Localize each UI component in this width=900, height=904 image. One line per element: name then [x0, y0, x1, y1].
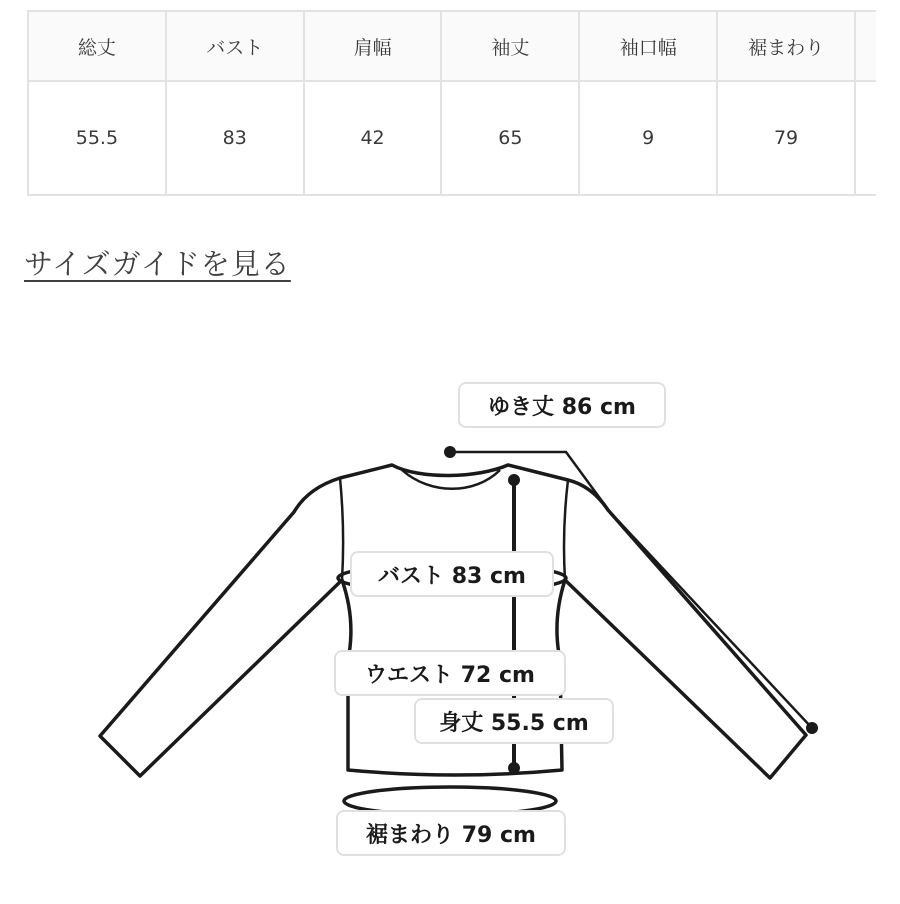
header-total-length: 総丈: [28, 11, 166, 81]
value-cuff-width: 9: [579, 81, 717, 195]
yuki-end-dot: [806, 722, 818, 734]
value-bust: 83: [166, 81, 304, 195]
waist-label: ウエスト 72 cm: [334, 650, 566, 696]
length-bottom-dot: [508, 762, 520, 774]
yuki-start-dot: [444, 446, 456, 458]
value-total-length: 55.5: [28, 81, 166, 195]
value-hem-circumference: 79: [717, 81, 855, 195]
value-shoulder-width: 42: [304, 81, 442, 195]
yuki-label: ゆき丈 86 cm: [458, 382, 666, 428]
header-sleeve-length: 袖丈: [441, 11, 579, 81]
value-sleeve-length: 65: [441, 81, 579, 195]
header-cuff-width: 袖口幅: [579, 11, 717, 81]
header-bust: バスト: [166, 11, 304, 81]
bust-label: バスト 83 cm: [350, 551, 554, 597]
body-length-label: 身丈 55.5 cm: [414, 698, 614, 744]
hem-label: 裾まわり 79 cm: [336, 810, 566, 856]
header-shoulder-width: 肩幅: [304, 11, 442, 81]
header-hem-circumference: 裾まわり: [717, 11, 855, 81]
length-top-dot: [508, 474, 520, 486]
size-guide-link[interactable]: サイズガイドを見る: [24, 247, 291, 281]
